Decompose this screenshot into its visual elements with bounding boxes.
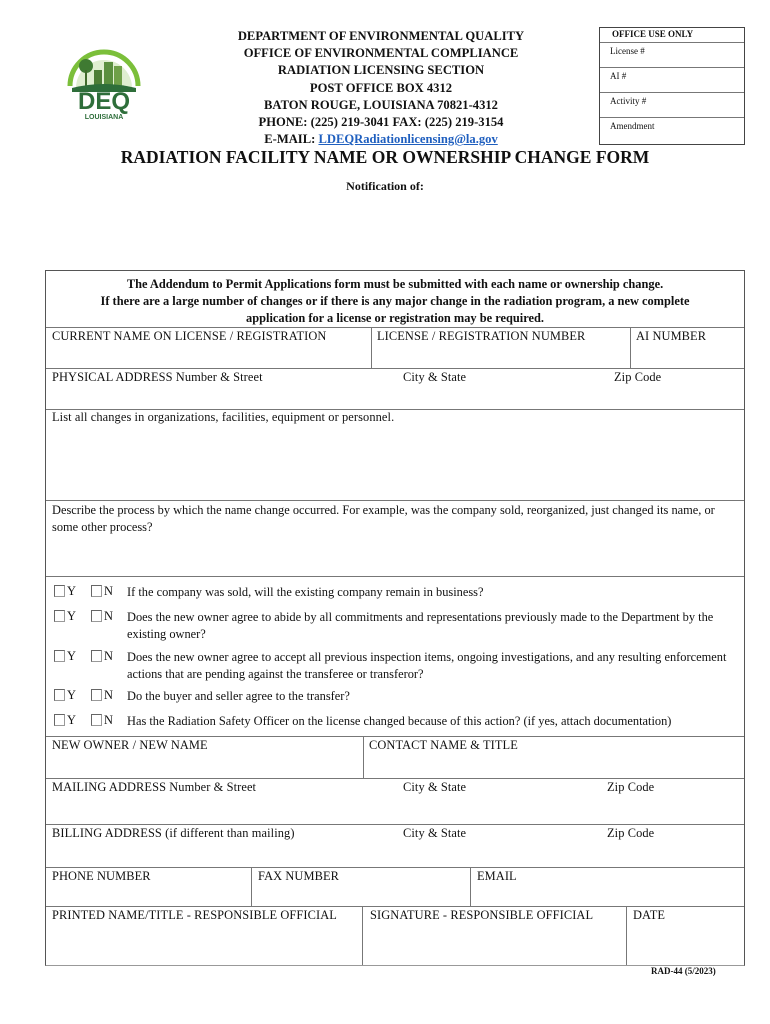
form-table [45, 270, 745, 966]
office-use-title: OFFICE USE ONLY [612, 29, 694, 39]
q3-yes-label: Y [67, 649, 76, 663]
agency-header [200, 28, 562, 148]
physical-address-field[interactable]: PHYSICAL ADDRESS Number & Street [52, 370, 263, 384]
new-owner-field[interactable]: NEW OWNER / NEW NAME [52, 738, 208, 752]
mailing-address-field[interactable]: MAILING ADDRESS Number & Street [52, 780, 257, 794]
process-field[interactable]: Describe the process by which the name change occurred. For example, was the company sold, reorganized, just changed its name, or some other process? [52, 503, 715, 534]
fax-number-field[interactable]: FAX NUMBER [258, 869, 339, 883]
mailing-city-state-field[interactable]: City & State [403, 780, 467, 794]
license-number-field[interactable]: LICENSE / REGISTRATION NUMBER [377, 329, 586, 343]
email-link[interactable]: LDEQRadiationlicensing@la.gov [318, 132, 498, 147]
office-ai-field: AI # [600, 67, 744, 92]
deq-logo [64, 36, 144, 122]
ai-number-field[interactable]: AI NUMBER [636, 329, 707, 343]
q4-yes-label: Y [67, 688, 76, 702]
office-use-box [599, 27, 745, 145]
q1-no-checkbox[interactable] [91, 585, 102, 597]
q1-yes-label: Y [67, 584, 76, 598]
q5-yes-label: Y [67, 713, 76, 727]
question-2: Does the new owner agree to abide by all commitments and representations previously made to the Department by the existing owner? [127, 610, 714, 641]
q2-no-checkbox[interactable] [91, 610, 102, 622]
phone-number-field[interactable]: PHONE NUMBER [52, 869, 151, 883]
q5-no-checkbox[interactable] [91, 714, 102, 726]
question-5: Has the Radiation Safety Officer on the license changed because of this action? (if yes, attach documentation) [127, 714, 672, 728]
notice-line-1: The Addendum to Permit Applications form must be submitted with each name or ownership change. [126, 277, 664, 291]
question-4: Do the buyer and seller agree to the transfer? [127, 689, 350, 703]
date-field[interactable]: DATE [633, 908, 666, 922]
logo-subtext: LOUISIANA [84, 114, 124, 121]
question-3: Does the new owner agree to accept all previous inspection items, ongoing investigations, and any resulting enforcement actions that are pending against the transferee or transferor? [127, 650, 727, 681]
q1-no-label: N [104, 584, 113, 598]
office-activity-field: Activity # [600, 92, 744, 117]
q5-yes-checkbox[interactable] [54, 714, 65, 726]
billing-city-state-field[interactable]: City & State [403, 826, 467, 840]
changes-field[interactable]: List all changes in organizations, facilities, equipment or personnel. [52, 410, 395, 424]
q5-no-label: N [104, 713, 113, 727]
header-line-6: PHONE: (225) 219-3041 FAX: (225) 219-3154 [258, 115, 504, 130]
physical-city-state-field[interactable]: City & State [403, 370, 467, 384]
contact-name-field[interactable]: CONTACT NAME & TITLE [369, 738, 518, 752]
q3-no-label: N [104, 649, 113, 663]
header-line-4: POST OFFICE BOX 4312 [309, 80, 453, 95]
email-field[interactable]: EMAIL [477, 869, 517, 883]
q4-yes-checkbox[interactable] [54, 689, 65, 701]
email-label: E-MAIL: [264, 132, 319, 147]
deq-logo-graphic [64, 36, 144, 122]
q3-no-checkbox[interactable] [91, 650, 102, 662]
q2-yes-label: Y [67, 609, 76, 623]
q4-no-checkbox[interactable] [91, 689, 102, 701]
notice-line-3: application for a license or registration may be required. [246, 311, 544, 325]
billing-address-field[interactable]: BILLING ADDRESS (if different than mailing) [52, 826, 295, 840]
printed-name-field[interactable]: PRINTED NAME/TITLE - RESPONSIBLE OFFICIAL [52, 908, 337, 922]
physical-zip-field[interactable]: Zip Code [614, 370, 662, 384]
header-line-5: BATON ROUGE, LOUISIANA 70821-4312 [264, 97, 498, 112]
notification-label: Notification of: [346, 179, 424, 193]
office-license-field: License # [600, 42, 744, 67]
office-amendment-field: Amendment [600, 117, 744, 144]
addendum-notice [46, 276, 744, 327]
header-line-3: RADIATION LICENSING SECTION [277, 63, 485, 78]
mailing-zip-field[interactable]: Zip Code [607, 780, 655, 794]
q2-yes-checkbox[interactable] [54, 610, 65, 622]
signature-field[interactable]: SIGNATURE - RESPONSIBLE OFFICIAL [370, 908, 594, 922]
q1-yes-checkbox[interactable] [54, 585, 65, 597]
header-line-1: DEPARTMENT OF ENVIRONMENTAL QUALITY [237, 29, 525, 43]
form-number: RAD-44 (5/2023) [651, 966, 716, 976]
current-name-field[interactable]: CURRENT NAME ON LICENSE / REGISTRATION [52, 329, 327, 343]
header-line-2: OFFICE OF ENVIRONMENTAL COMPLIANCE [243, 46, 519, 61]
question-1: If the company was sold, will the existing company remain in business? [127, 585, 484, 599]
q3-yes-checkbox[interactable] [54, 650, 65, 662]
notice-line-2: If there are a large number of changes or if there is any major change in the radiation program, a new complete [100, 294, 690, 308]
billing-zip-field[interactable]: Zip Code [607, 826, 655, 840]
logo-text: DEQ [77, 88, 131, 115]
header-email-line [200, 131, 562, 148]
form-title: RADIATION FACILITY NAME OR OWNERSHIP CHANGE FORM [120, 147, 650, 167]
q4-no-label: N [104, 688, 113, 702]
q2-no-label: N [104, 609, 113, 623]
